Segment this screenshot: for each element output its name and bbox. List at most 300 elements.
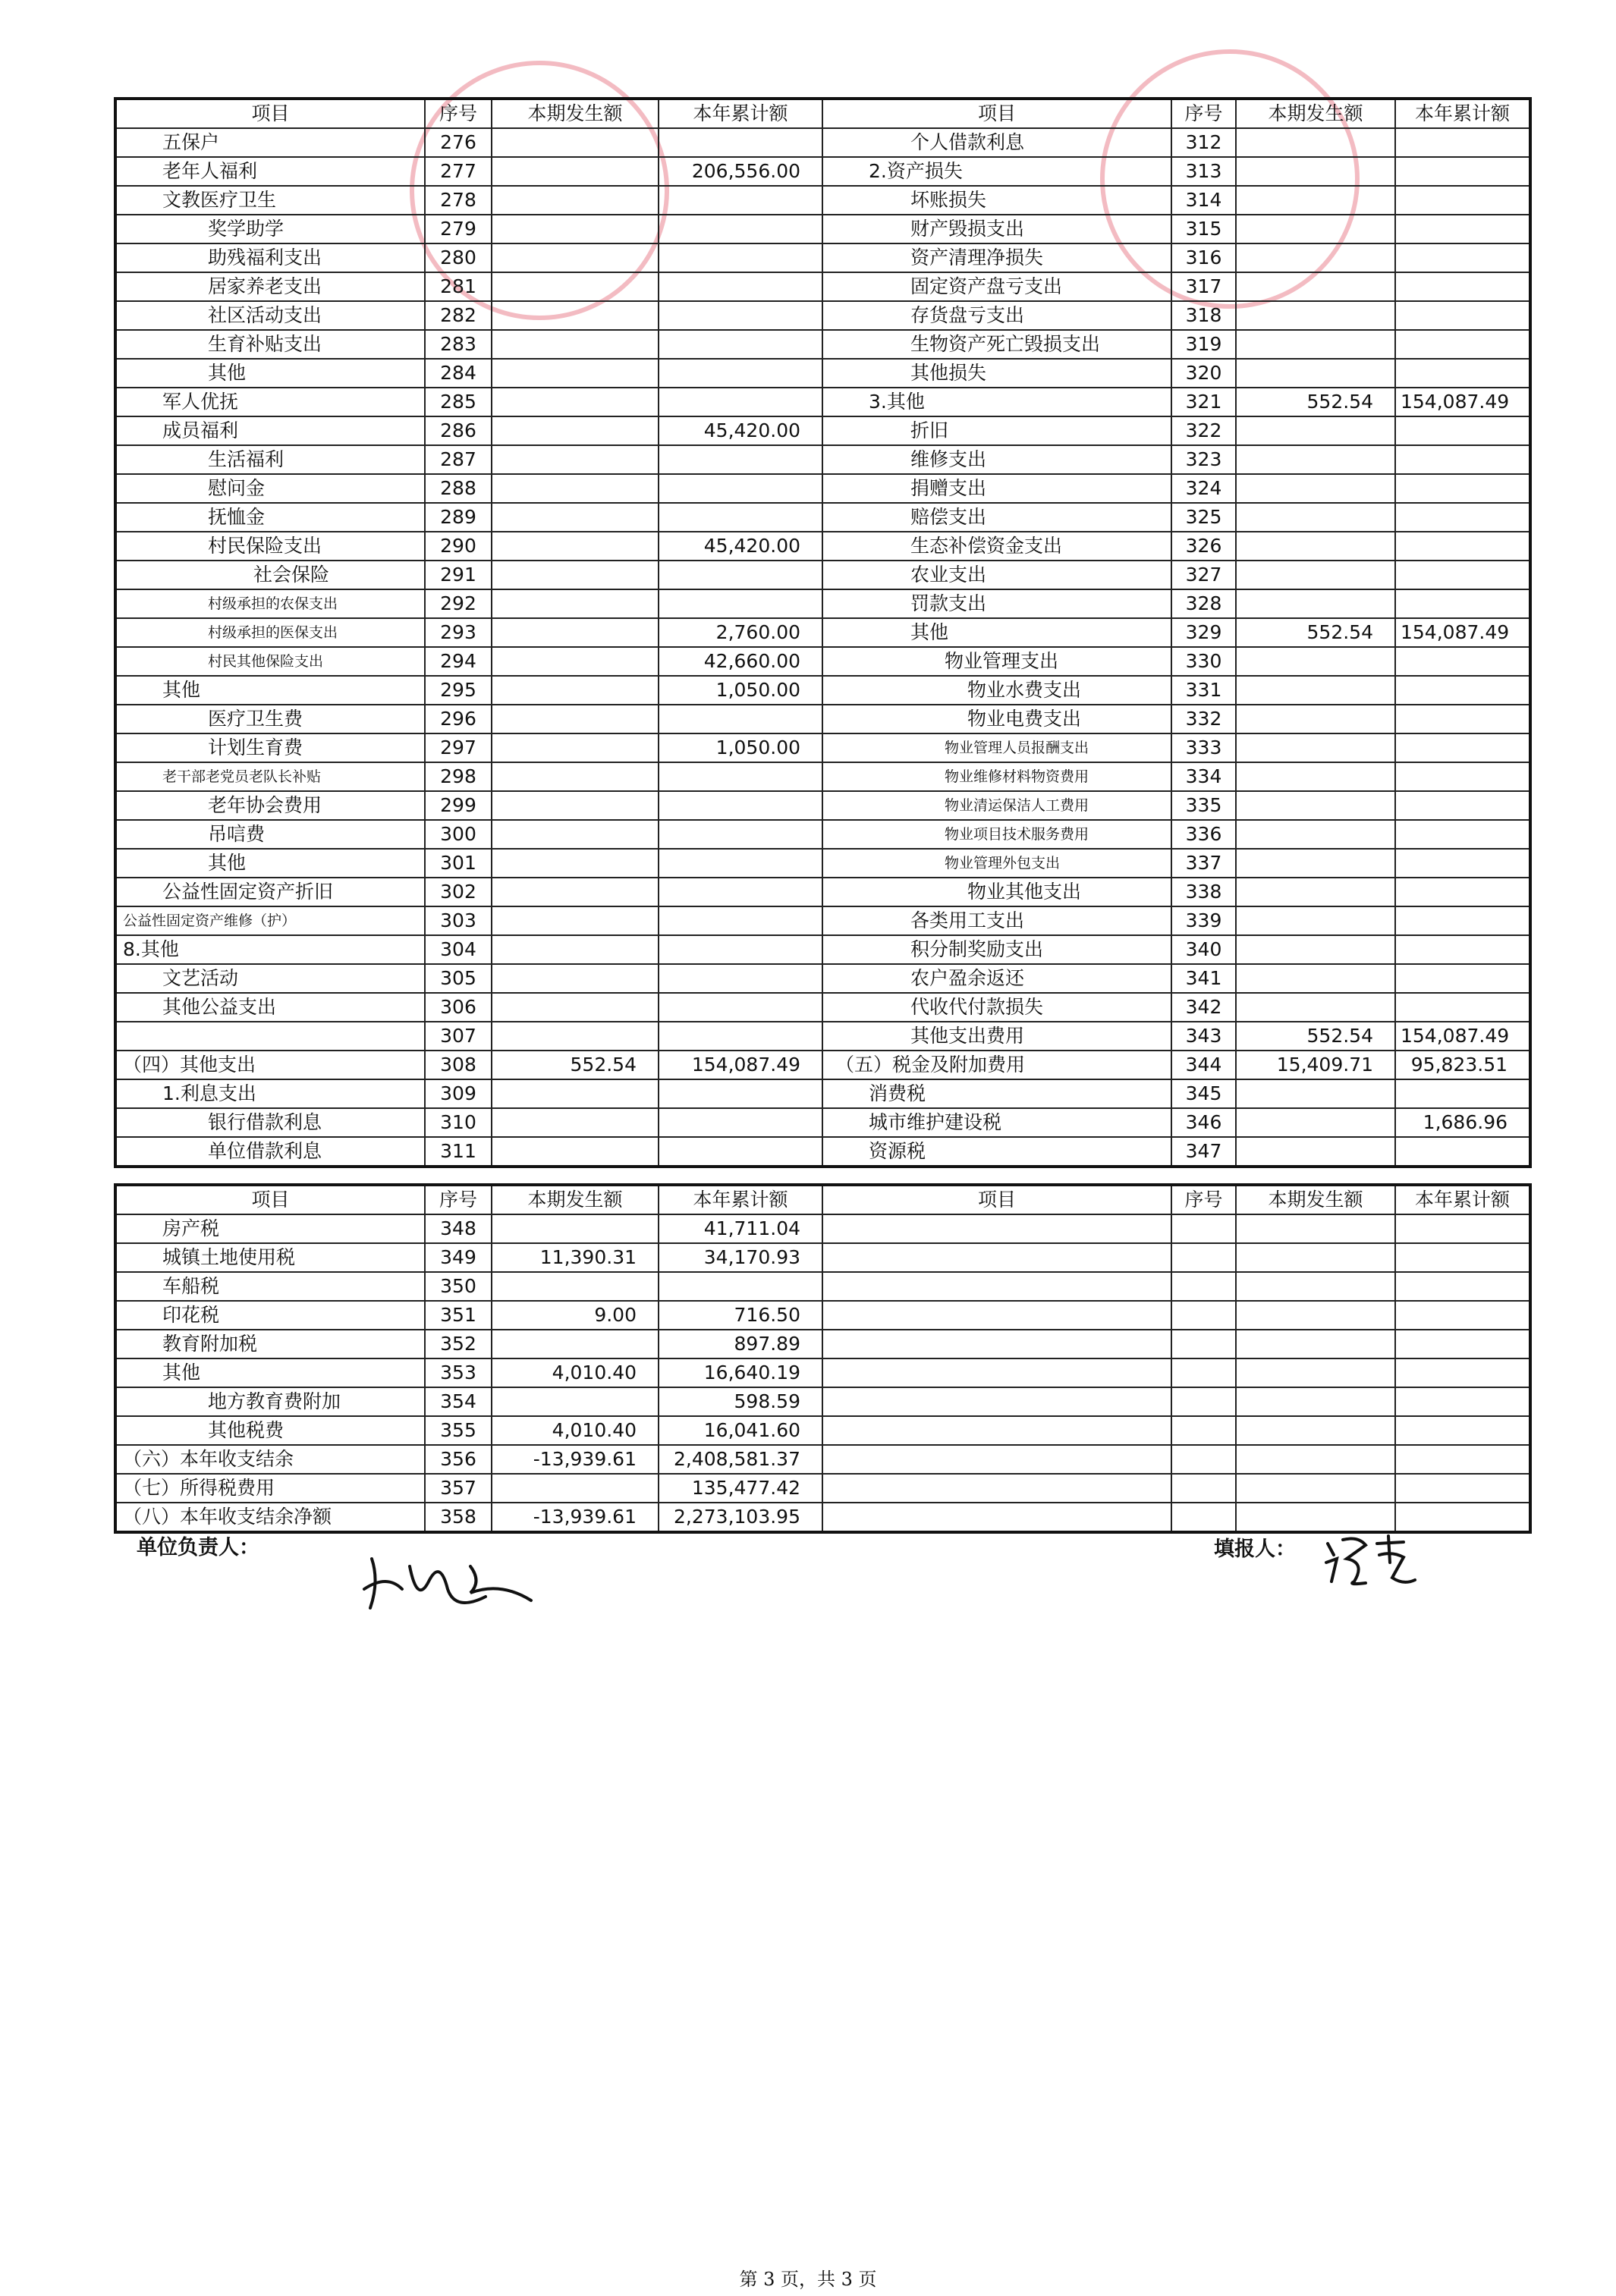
item-label: 物业维修材料物资费用 (822, 762, 1171, 791)
current-amount (1236, 1301, 1395, 1330)
current-amount (492, 849, 659, 878)
item-label: 财产毁损支出 (822, 215, 1171, 243)
ytd-amount (1395, 647, 1530, 676)
current-amount (1236, 1445, 1395, 1474)
ytd-amount (659, 1079, 822, 1108)
ytd-amount (1395, 589, 1530, 618)
item-label: 银行借款利息 (115, 1108, 425, 1137)
current-amount (1236, 359, 1395, 388)
seq-number: 290 (425, 532, 492, 561)
ytd-amount (659, 993, 822, 1022)
table-row (115, 388, 1530, 416)
item-label: 公益性固定资产折旧 (115, 878, 425, 906)
ytd-amount (659, 935, 822, 964)
current-amount (1236, 445, 1395, 474)
item-label: 消费税 (822, 1079, 1171, 1108)
ytd-amount: 154,087.49 (1395, 388, 1530, 416)
ytd-amount (1395, 935, 1530, 964)
item-label: 生态补偿资金支出 (822, 532, 1171, 561)
ytd-amount (659, 388, 822, 416)
seq-number: 289 (425, 503, 492, 532)
seq-number: 279 (425, 215, 492, 243)
seq-number: 304 (425, 935, 492, 964)
item-label: （七）所得税费用 (115, 1474, 425, 1503)
current-amount (1236, 589, 1395, 618)
seq-number: 322 (1171, 416, 1236, 445)
current-amount (1236, 1387, 1395, 1416)
ytd-amount: 154,087.49 (1395, 618, 1530, 647)
item-label: 其他 (115, 849, 425, 878)
ytd-amount (659, 878, 822, 906)
seq-number: 309 (425, 1079, 492, 1108)
tax-summary-table (114, 1183, 1532, 1534)
table-row (115, 964, 1530, 993)
current-amount (1236, 1474, 1395, 1503)
seq-number: 297 (425, 733, 492, 762)
ytd-amount: 154,087.49 (659, 1051, 822, 1079)
table-row (115, 762, 1530, 791)
seq-number: 301 (425, 849, 492, 878)
header-current: 本期发生额 (1236, 99, 1395, 128)
table-row (115, 301, 1530, 330)
item-label: 物业项目技术服务费用 (822, 820, 1171, 849)
item-label (822, 1358, 1171, 1387)
table-row (115, 359, 1530, 388)
seq-number: 347 (1171, 1137, 1236, 1167)
unit-head-label: 单位负责人： (137, 1536, 259, 1559)
ytd-amount (1395, 820, 1530, 849)
ytd-amount (1395, 474, 1530, 503)
ytd-amount (1395, 906, 1530, 935)
current-amount (1236, 1079, 1395, 1108)
table-row (115, 878, 1530, 906)
current-amount: 4,010.40 (492, 1358, 659, 1387)
current-amount: 15,409.71 (1236, 1051, 1395, 1079)
current-amount (492, 878, 659, 906)
ytd-amount: 1,050.00 (659, 676, 822, 705)
seq-number: 310 (425, 1108, 492, 1137)
ytd-amount (659, 820, 822, 849)
seq-number (1171, 1387, 1236, 1416)
item-label: 老年协会费用 (115, 791, 425, 820)
seq-number: 358 (425, 1503, 492, 1532)
current-amount (492, 1272, 659, 1301)
ytd-amount (1395, 416, 1530, 445)
current-amount: 552.54 (492, 1051, 659, 1079)
seq-number: 314 (1171, 186, 1236, 215)
table-row (115, 589, 1530, 618)
current-amount (492, 416, 659, 445)
seq-number: 300 (425, 820, 492, 849)
ytd-amount (1395, 215, 1530, 243)
ytd-amount: 16,640.19 (659, 1358, 822, 1387)
table-row (115, 1272, 1530, 1301)
ytd-amount (659, 330, 822, 359)
header-current: 本期发生额 (1236, 1185, 1395, 1214)
current-amount (492, 589, 659, 618)
current-amount (1236, 503, 1395, 532)
header-seq: 序号 (1171, 99, 1236, 128)
current-amount: 552.54 (1236, 618, 1395, 647)
unit-head-signature (357, 1536, 539, 1619)
seq-number (1171, 1214, 1236, 1243)
item-label: 社区活动支出 (115, 301, 425, 330)
seq-number: 344 (1171, 1051, 1236, 1079)
current-amount (492, 532, 659, 561)
table-row (115, 243, 1530, 272)
item-label: 物业管理人员报酬支出 (822, 733, 1171, 762)
table-row (115, 906, 1530, 935)
current-amount (492, 128, 659, 157)
item-label: 维修支出 (822, 445, 1171, 474)
seq-number: 349 (425, 1243, 492, 1272)
current-amount (1236, 1358, 1395, 1387)
ytd-amount (1395, 359, 1530, 388)
seq-number: 342 (1171, 993, 1236, 1022)
seq-number: 336 (1171, 820, 1236, 849)
seq-number: 341 (1171, 964, 1236, 993)
current-amount (1236, 878, 1395, 906)
header-seq: 序号 (425, 1185, 492, 1214)
seq-number: 324 (1171, 474, 1236, 503)
item-label: （六）本年收支结余 (115, 1445, 425, 1474)
ytd-amount (1395, 733, 1530, 762)
seq-number: 338 (1171, 878, 1236, 906)
seq-number: 333 (1171, 733, 1236, 762)
current-amount (492, 733, 659, 762)
current-amount (1236, 762, 1395, 791)
seq-number: 308 (425, 1051, 492, 1079)
ytd-amount (1395, 1445, 1530, 1474)
current-amount (1236, 243, 1395, 272)
current-amount (492, 762, 659, 791)
table-row (115, 1358, 1530, 1387)
ytd-amount (1395, 186, 1530, 215)
seq-number: 316 (1171, 243, 1236, 272)
ytd-amount (659, 906, 822, 935)
ytd-amount (659, 705, 822, 733)
current-amount (1236, 301, 1395, 330)
current-amount (492, 676, 659, 705)
ytd-amount (659, 561, 822, 589)
table-row (115, 1416, 1530, 1445)
seq-number (1171, 1416, 1236, 1445)
current-amount (1236, 561, 1395, 589)
seq-number: 332 (1171, 705, 1236, 733)
item-label (822, 1503, 1171, 1532)
ytd-amount (1395, 993, 1530, 1022)
table-row (115, 1079, 1530, 1108)
table-row (115, 416, 1530, 445)
current-amount (1236, 186, 1395, 215)
item-label: 城镇土地使用税 (115, 1243, 425, 1272)
current-amount (492, 503, 659, 532)
item-label: 物业电费支出 (822, 705, 1171, 733)
current-amount (1236, 820, 1395, 849)
current-amount (1236, 964, 1395, 993)
item-label: 其他损失 (822, 359, 1171, 388)
item-label: 教育附加税 (115, 1330, 425, 1358)
item-label: 8.其他 (115, 935, 425, 964)
table-row (115, 532, 1530, 561)
item-label: 军人优抚 (115, 388, 425, 416)
table-row (115, 1474, 1530, 1503)
item-label: 积分制奖励支出 (822, 935, 1171, 964)
item-label: 其他 (115, 359, 425, 388)
current-amount (1236, 935, 1395, 964)
current-amount: 9.00 (492, 1301, 659, 1330)
item-label: 生物资产死亡毁损支出 (822, 330, 1171, 359)
ytd-amount: 1,050.00 (659, 733, 822, 762)
seq-number: 291 (425, 561, 492, 589)
ytd-amount: 206,556.00 (659, 157, 822, 186)
preparer-label: 填报人： (1214, 1537, 1296, 1561)
current-amount (492, 791, 659, 820)
item-label: 资产清理净损失 (822, 243, 1171, 272)
current-amount: 4,010.40 (492, 1416, 659, 1445)
ytd-amount (1395, 964, 1530, 993)
current-amount (492, 359, 659, 388)
table-row (115, 935, 1530, 964)
ytd-amount: 897.89 (659, 1330, 822, 1358)
item-label: 农户盈余返还 (822, 964, 1171, 993)
item-label: 生育补贴支出 (115, 330, 425, 359)
table-row (115, 705, 1530, 733)
ytd-amount (1395, 1330, 1530, 1358)
current-amount (1236, 1214, 1395, 1243)
item-label: （五）税金及附加费用 (822, 1051, 1171, 1079)
seq-number: 293 (425, 618, 492, 647)
item-label (822, 1474, 1171, 1503)
seq-number (1171, 1243, 1236, 1272)
seq-number: 299 (425, 791, 492, 820)
ytd-amount: 2,273,103.95 (659, 1503, 822, 1532)
current-amount (492, 1079, 659, 1108)
preparer-signature (1320, 1528, 1419, 1593)
seq-number: 318 (1171, 301, 1236, 330)
ytd-amount (1395, 849, 1530, 878)
ytd-amount (1395, 1243, 1530, 1272)
item-label: 捐赠支出 (822, 474, 1171, 503)
seq-number: 337 (1171, 849, 1236, 878)
ytd-amount: 598.59 (659, 1387, 822, 1416)
item-label: 村民保险支出 (115, 532, 425, 561)
ytd-amount: 41,711.04 (659, 1214, 822, 1243)
item-label: 村民其他保险支出 (115, 647, 425, 676)
ytd-amount (1395, 705, 1530, 733)
item-label: 固定资产盘亏支出 (822, 272, 1171, 301)
ytd-amount: 45,420.00 (659, 416, 822, 445)
table-row (115, 791, 1530, 820)
ytd-amount (1395, 157, 1530, 186)
current-amount (492, 474, 659, 503)
item-label: 村级承担的医保支出 (115, 618, 425, 647)
table-row (115, 820, 1530, 849)
item-label: 文艺活动 (115, 964, 425, 993)
seq-number: 281 (425, 272, 492, 301)
seq-number: 312 (1171, 128, 1236, 157)
current-amount (492, 1108, 659, 1137)
item-label: 计划生育费 (115, 733, 425, 762)
ytd-amount (659, 301, 822, 330)
seq-number: 315 (1171, 215, 1236, 243)
item-label: （八）本年收支结余净额 (115, 1503, 425, 1532)
ytd-amount: 716.50 (659, 1301, 822, 1330)
item-label: 单位借款利息 (115, 1137, 425, 1167)
item-label: 车船税 (115, 1272, 425, 1301)
seq-number: 311 (425, 1137, 492, 1167)
item-label: 村级承担的农保支出 (115, 589, 425, 618)
table-row (115, 157, 1530, 186)
seq-number: 278 (425, 186, 492, 215)
seq-number: 345 (1171, 1079, 1236, 1108)
ytd-amount (659, 791, 822, 820)
item-label: 坏账损失 (822, 186, 1171, 215)
ytd-amount: 45,420.00 (659, 532, 822, 561)
item-label (822, 1301, 1171, 1330)
ytd-amount (1395, 1214, 1530, 1243)
current-amount (492, 647, 659, 676)
item-label: 文教医疗卫生 (115, 186, 425, 215)
ytd-amount (1395, 128, 1530, 157)
item-label: 其他 (115, 676, 425, 705)
ytd-amount (1395, 1301, 1530, 1330)
current-amount (1236, 157, 1395, 186)
seq-number (1171, 1503, 1236, 1532)
ytd-amount (1395, 1079, 1530, 1108)
item-label: 助残福利支出 (115, 243, 425, 272)
item-label: 其他税费 (115, 1416, 425, 1445)
current-amount (1236, 1272, 1395, 1301)
current-amount: -13,939.61 (492, 1503, 659, 1532)
seq-number: 343 (1171, 1022, 1236, 1051)
seq-number: 320 (1171, 359, 1236, 388)
current-amount (1236, 128, 1395, 157)
current-amount (1236, 215, 1395, 243)
seq-number: 326 (1171, 532, 1236, 561)
seq-number: 334 (1171, 762, 1236, 791)
ytd-amount (1395, 1272, 1530, 1301)
seq-number: 352 (425, 1330, 492, 1358)
ytd-amount (1395, 1416, 1530, 1445)
current-amount (1236, 474, 1395, 503)
ytd-amount (659, 445, 822, 474)
ytd-amount (1395, 243, 1530, 272)
table-row (115, 330, 1530, 359)
table-header-row (115, 1185, 1530, 1214)
ytd-amount (1395, 330, 1530, 359)
item-label: 老年人福利 (115, 157, 425, 186)
item-label (822, 1387, 1171, 1416)
item-label: 资源税 (822, 1137, 1171, 1167)
ytd-amount (659, 359, 822, 388)
ytd-amount (659, 474, 822, 503)
current-amount (492, 964, 659, 993)
current-amount (492, 906, 659, 935)
current-amount (1236, 993, 1395, 1022)
item-label: 房产税 (115, 1214, 425, 1243)
ytd-amount: 135,477.42 (659, 1474, 822, 1503)
seq-number: 356 (425, 1445, 492, 1474)
ytd-amount (1395, 1137, 1530, 1167)
ytd-amount (659, 1108, 822, 1137)
seq-number: 321 (1171, 388, 1236, 416)
current-amount: 552.54 (1236, 1022, 1395, 1051)
current-amount (492, 388, 659, 416)
table-row (115, 1243, 1530, 1272)
table-row (115, 618, 1530, 647)
seq-number: 328 (1171, 589, 1236, 618)
current-amount (492, 330, 659, 359)
ytd-amount (659, 272, 822, 301)
header-ytd: 本年累计额 (659, 99, 822, 128)
table-row (115, 1387, 1530, 1416)
table-row (115, 1330, 1530, 1358)
current-amount (492, 272, 659, 301)
header-seq: 序号 (425, 99, 492, 128)
ytd-amount: 95,823.51 (1395, 1051, 1530, 1079)
item-label: 地方教育费附加 (115, 1387, 425, 1416)
ytd-amount: 154,087.49 (1395, 1022, 1530, 1051)
ytd-amount (1395, 272, 1530, 301)
current-amount (1236, 705, 1395, 733)
item-label (822, 1330, 1171, 1358)
seq-number: 305 (425, 964, 492, 993)
seq-number: 285 (425, 388, 492, 416)
table-row (115, 272, 1530, 301)
item-label: 1.利息支出 (115, 1079, 425, 1108)
table-row (115, 1137, 1530, 1167)
item-label: 代收代付款损失 (822, 993, 1171, 1022)
seq-number: 294 (425, 647, 492, 676)
item-label: 生活福利 (115, 445, 425, 474)
current-amount (492, 445, 659, 474)
item-label: （四）其他支出 (115, 1051, 425, 1079)
current-amount (492, 215, 659, 243)
ytd-amount (1395, 445, 1530, 474)
seq-number: 276 (425, 128, 492, 157)
item-label: 城市维护建设税 (822, 1108, 1171, 1137)
seq-number (1171, 1358, 1236, 1387)
item-label (822, 1445, 1171, 1474)
current-amount (492, 1474, 659, 1503)
ytd-amount (1395, 301, 1530, 330)
current-amount (492, 1022, 659, 1051)
current-amount (1236, 849, 1395, 878)
item-label: 印花税 (115, 1301, 425, 1330)
current-amount (1236, 1416, 1395, 1445)
seq-number: 303 (425, 906, 492, 935)
item-label: 存货盘亏支出 (822, 301, 1171, 330)
seq-number: 317 (1171, 272, 1236, 301)
ytd-amount: 34,170.93 (659, 1243, 822, 1272)
seq-number: 329 (1171, 618, 1236, 647)
header-item: 项目 (822, 99, 1171, 128)
ytd-amount (659, 762, 822, 791)
current-amount (1236, 532, 1395, 561)
header-ytd: 本年累计额 (1395, 1185, 1530, 1214)
current-amount (492, 243, 659, 272)
item-label: 2.资产损失 (822, 157, 1171, 186)
seq-number: 277 (425, 157, 492, 186)
current-amount: 552.54 (1236, 388, 1395, 416)
item-label: 医疗卫生费 (115, 705, 425, 733)
item-label (822, 1416, 1171, 1445)
item-label (822, 1272, 1171, 1301)
table-row (115, 676, 1530, 705)
seq-number: 348 (425, 1214, 492, 1243)
current-amount (1236, 330, 1395, 359)
